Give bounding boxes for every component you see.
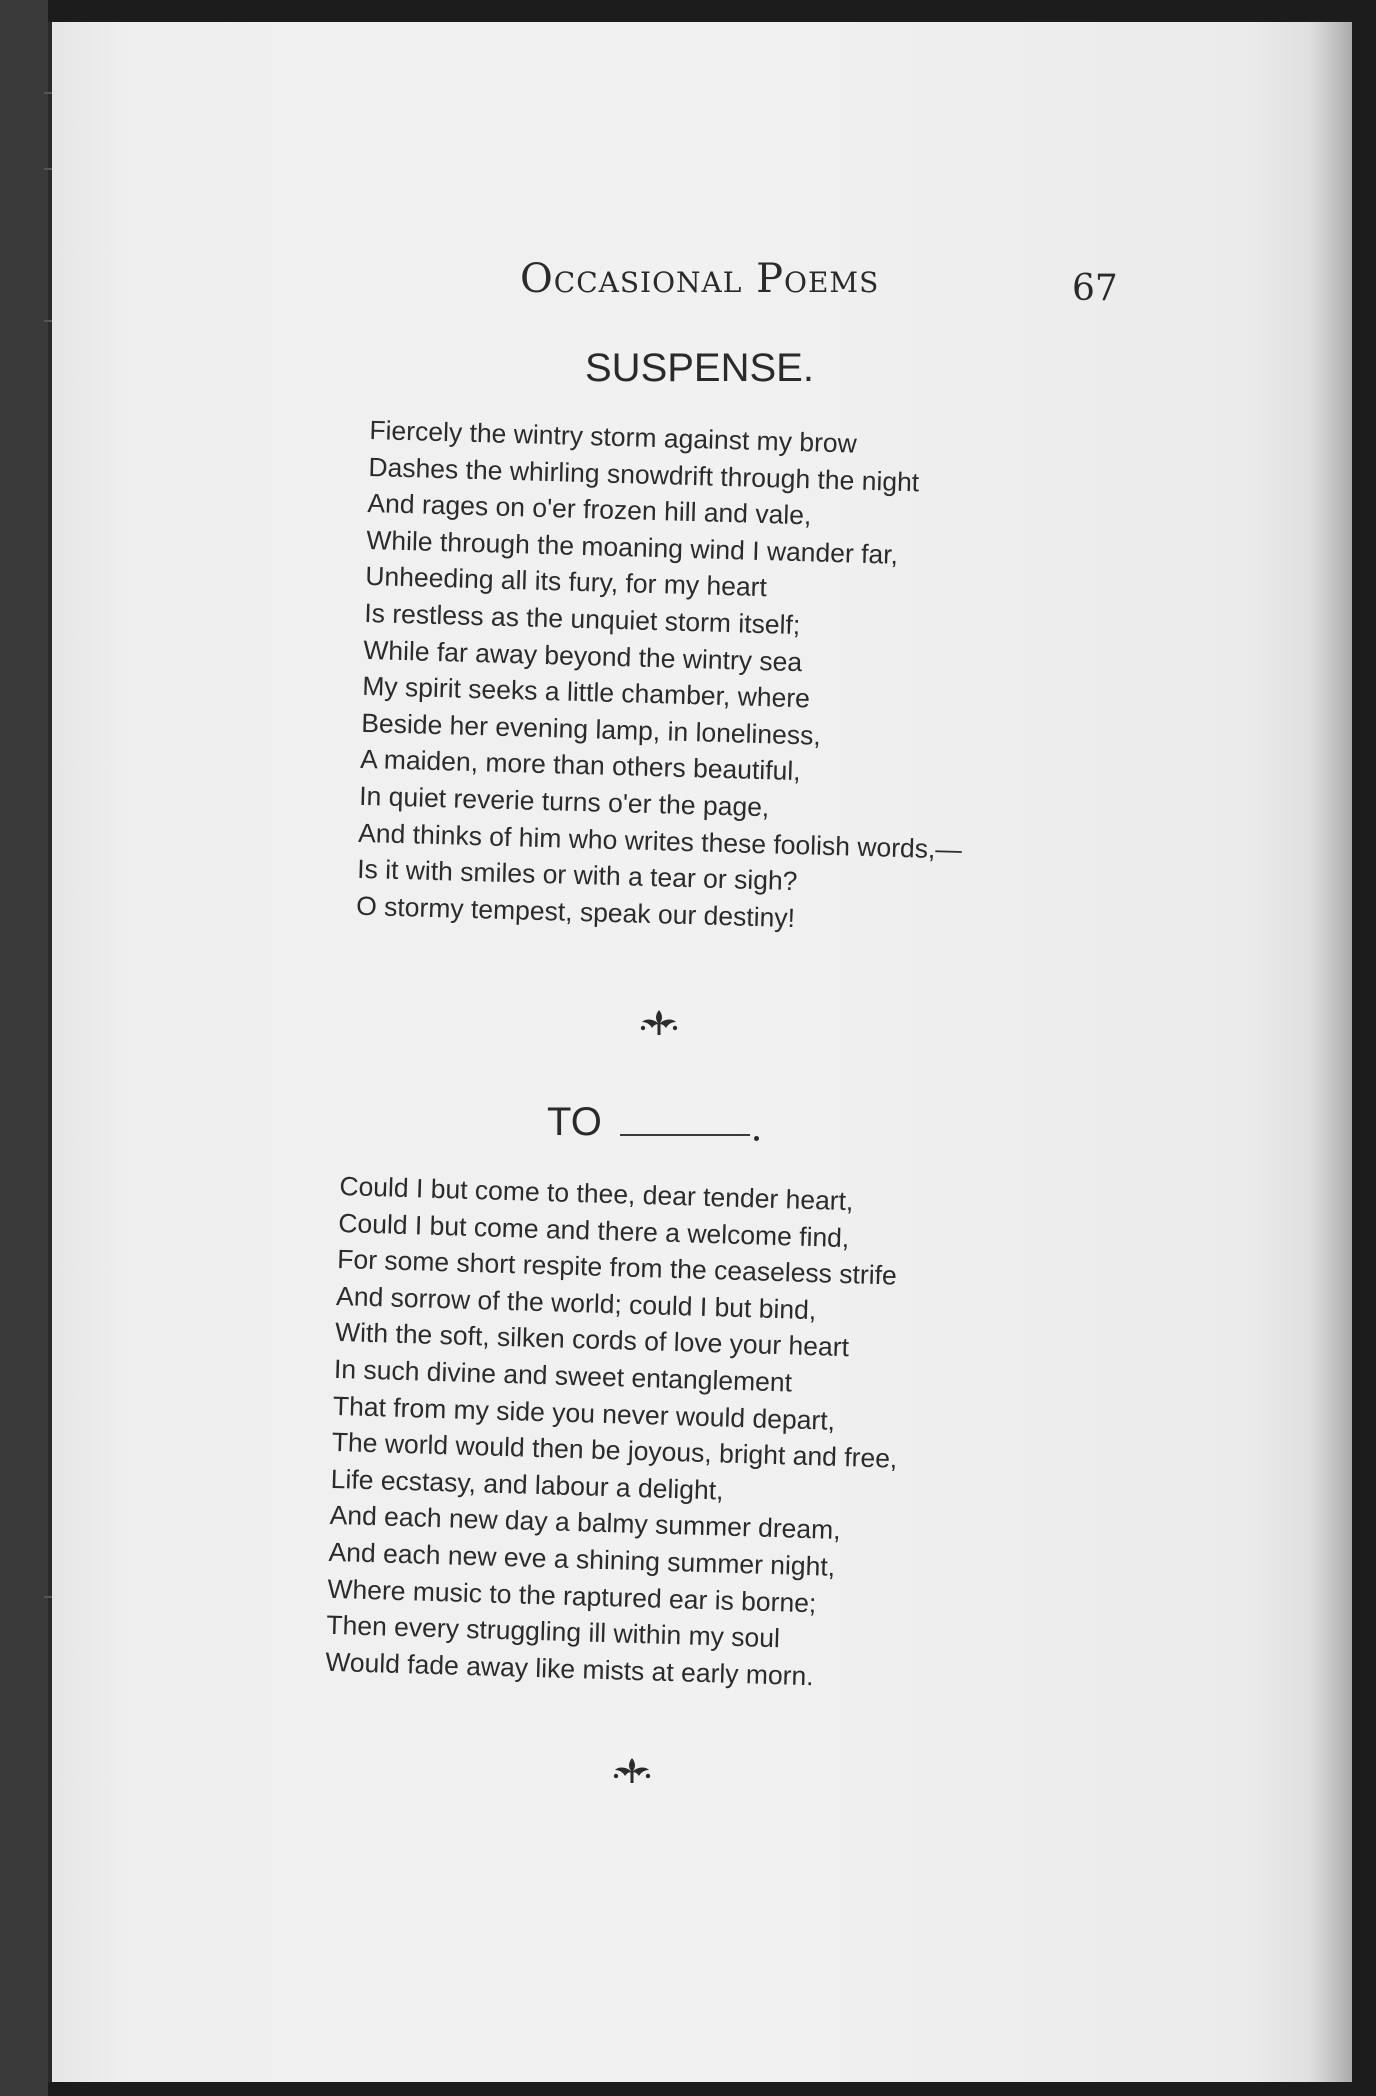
poem-line: For some short respite from the ceaseless strife xyxy=(336,1244,898,1291)
title-dash xyxy=(620,1134,750,1136)
poem-body-suspense xyxy=(356,412,974,941)
running-head: Occasional Poems xyxy=(520,256,880,302)
title-period xyxy=(754,1136,759,1141)
poem-line: Unheeding all its fury, for my heart xyxy=(364,561,768,603)
poem-line: Could I but come to thee, dear tender heart, xyxy=(339,1170,854,1217)
poem-line: And rages on o'er frozen hill and vale, xyxy=(367,488,812,531)
poem-line: In quiet reverie turns o'er the page, xyxy=(358,780,770,823)
poem-line: Would fade away like mists at early morn. xyxy=(324,1646,815,1691)
poem-body-to xyxy=(325,1168,906,1697)
poem-line: And thinks of him who writes these foolish words,— xyxy=(357,817,963,865)
poem-line: O stormy tempest, speak our destiny! xyxy=(355,890,796,933)
poem-line: A maiden, more than others beautiful, xyxy=(359,744,802,787)
poem-line: That from my side you never would depart, xyxy=(332,1390,836,1436)
poem-line: While through the moaning wind I wander far, xyxy=(366,524,899,570)
page-number: 67 xyxy=(1072,268,1118,309)
poem-line: Is restless as the unquiet storm itself; xyxy=(363,597,801,641)
page-edge-shadow xyxy=(1306,22,1352,2082)
binding-mark xyxy=(44,168,52,170)
poem-title-suspense: SUSPENSE. xyxy=(585,346,814,390)
poem-line: Is it with smiles or with a tear or sigh? xyxy=(356,853,798,897)
poem-line: My spirit seeks a little chamber, where xyxy=(361,671,811,714)
poem-line: The world would then be joyous, bright and free, xyxy=(331,1427,898,1474)
poem-line: Where music to the raptured ear is borne; xyxy=(327,1573,817,1618)
fleuron-icon xyxy=(611,1756,653,1784)
binding-mark xyxy=(44,1596,52,1598)
book-page xyxy=(48,22,1352,2082)
poem-line: Fiercely the wintry storm against my brow xyxy=(369,414,858,459)
binding-mark xyxy=(44,320,52,322)
poem-line: Then every struggling ill within my soul xyxy=(325,1609,781,1654)
poem-title-to: TO xyxy=(547,1100,602,1144)
poem-line: And sorrow of the world; could I but bind, xyxy=(335,1280,817,1325)
poem-line: And each new day a balmy summer dream, xyxy=(329,1500,842,1546)
page-header xyxy=(0,256,1376,316)
poem-line: With the soft, silken cords of love your heart xyxy=(334,1317,850,1363)
poem-line: While far away beyond the wintry sea xyxy=(362,634,803,677)
binding-mark xyxy=(44,92,52,94)
poem-line: And each new eve a shining summer night, xyxy=(328,1536,836,1582)
poem-line: In such divine and sweet entanglement xyxy=(333,1353,793,1398)
fleuron-icon xyxy=(638,1008,680,1036)
poem-line: Could I but come and there a welcome find, xyxy=(337,1207,850,1253)
poem-line: Dashes the whirling snowdrift through the night xyxy=(368,451,920,497)
poem-line: Beside her evening lamp, in loneliness, xyxy=(360,707,822,751)
poem-line: Life ecstasy, and labour a delight, xyxy=(330,1463,724,1506)
